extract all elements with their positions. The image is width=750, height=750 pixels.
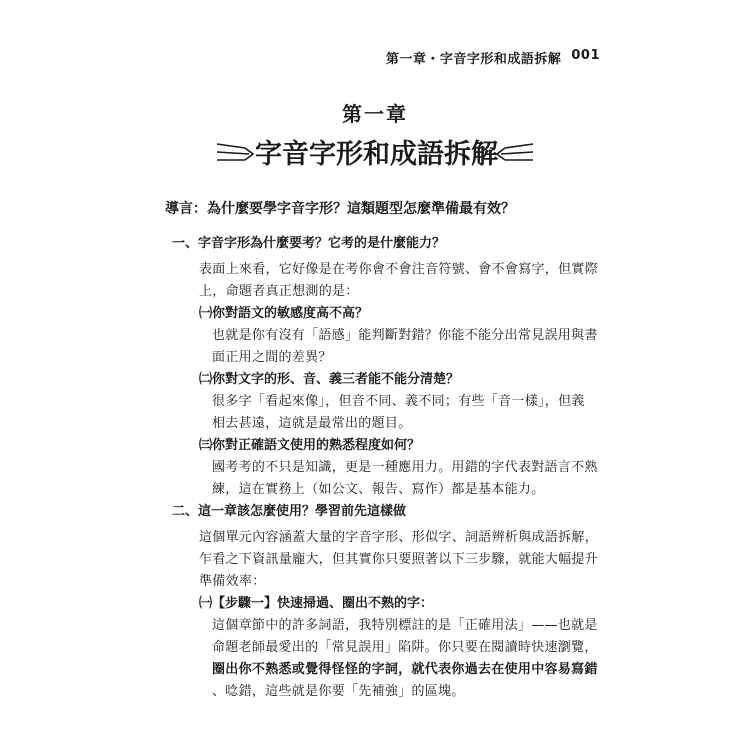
paragraph-line: 命題老師最愛出的「常見誤用」陷阱。你只要在閱讀時快速瀏覽， — [212, 640, 598, 655]
paragraph-line: 練，這在實務上（如公文、報告、寫作）都是基本能力。 — [212, 482, 545, 497]
paragraph-line: 面正用之間的差異？ — [212, 350, 332, 365]
paragraph-line: 很多字「看起來像」，但音不同、義不同；有些「音一樣」，但義 — [212, 394, 585, 409]
chapter-title-banner — [215, 132, 535, 176]
paragraph-line: 準備效率： — [199, 574, 266, 589]
paragraph-line: 、唸錯，這些就是你要「先補強」的區塊。 — [212, 684, 465, 699]
subheading: ㈢你對正確語文使用的熟悉程度如何？ — [199, 438, 421, 453]
paragraph-line: 表面上來看，它好像是在考你會不會注音符號、會不會寫字，但實際 — [199, 262, 599, 277]
subheading: ㈡你對文字的形、音、義三者能不能分清楚？ — [199, 372, 460, 387]
paragraph-line: 國考考的不只是知識，更是一種應用力。用錯的字代表對語言不熟 — [212, 460, 598, 475]
paragraph-line: 圈出你不熟悉或覺得怪怪的字詞，就代表你過去在使用中容易寫錯 — [212, 662, 598, 677]
section-heading: 二、這一章該怎麼使用？學習前先這樣做 — [172, 504, 407, 519]
subheading: ㈠【步驟一】快速掃過、圈出不熟的字： — [199, 596, 434, 611]
paragraph-line: 這個章節中的許多詞語，我特別標註的是「正確用法」——也就是 — [212, 618, 598, 633]
paragraph-line: 乍看之下資訊量龐大，但其實你只要照著以下三步驟，就能大幅提升 — [199, 552, 599, 567]
paragraph-line: 上，命題者真正想測的是： — [199, 284, 359, 299]
running-head — [386, 48, 600, 67]
paragraph-line: 這個單元內容涵蓋大量的字音字形、形似字、詞語辨析與成語拆解， — [199, 530, 599, 545]
chapter-title: 字音字形和成語拆解 — [255, 139, 498, 170]
paragraph-line: 相去甚遠，這就是最常出的題目。 — [212, 416, 412, 431]
chapter-label: 第一章 — [342, 102, 408, 126]
left-ornament-icon — [215, 140, 255, 166]
paragraph-line: 也就是你有沒有「語感」能判斷對錯？你能不能分出常見誤用與書 — [212, 328, 598, 343]
lead-heading: 導言：為什麼要學字音字形？這類題型怎麼準備最有效？ — [165, 201, 515, 217]
subheading: ㈠你對語文的敏感度高不高？ — [199, 306, 369, 321]
page-number: 001 — [571, 48, 600, 63]
section-heading: 一、字音字形為什麼要考？它考的是什麼能力？ — [172, 236, 446, 251]
running-head-title: 第一章・字音字形和成語拆解 — [385, 52, 562, 67]
right-ornament-icon — [495, 140, 535, 166]
